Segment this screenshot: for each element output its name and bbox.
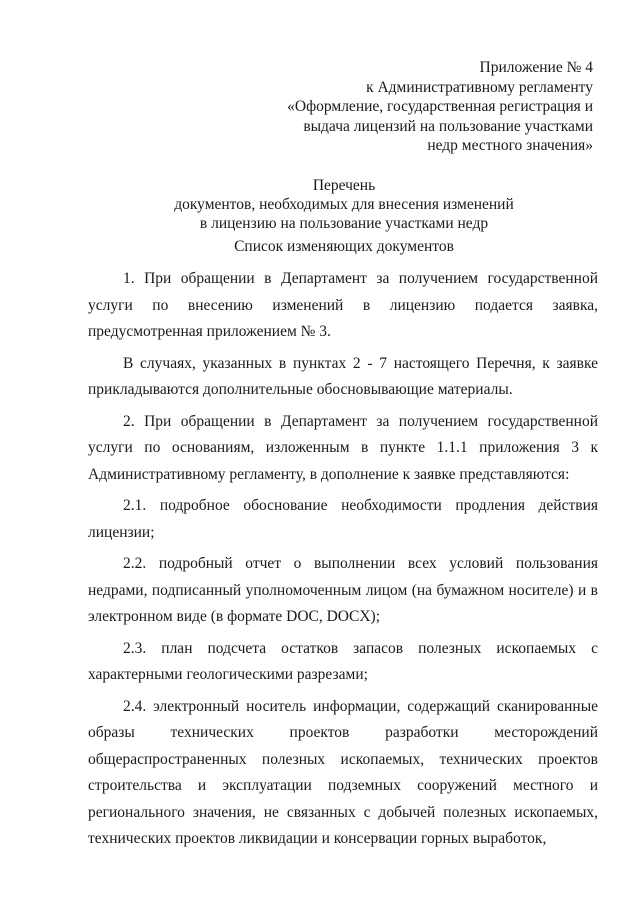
title-line: документов, необходимых для внесения изменений [174,196,514,213]
paragraph-2-2: 2.2. подробный отчет о выполнении всех условий пользования недрами, подписанный уполномоченным лицом (на бумажном носителе) и в электронном виде (в формате DOC, DOCX); [88,555,598,625]
document-title [88,176,600,233]
title-line: в лицензию на пользование участками недр [199,215,489,232]
document-subtitle: Список изменяющих документов [234,238,454,255]
paragraph-2-4: 2.4. электронный носитель информации, содержащий сканированные образы технических проектов разработки месторождений общераспространенных полезных ископаемых, технических проектов строительства и эксплуатации подземных сооружений местного и регионального значения, не связанных с добычей полезных ископаемых, технических проектов ликвидации и консервации горных выработок, [88,697,598,847]
title-line: Перечень [312,177,376,194]
paragraph-2-1: 2.1. подробное обоснование необходимости продления действия лицензии; [88,497,598,541]
paragraph-2-3: 2.3. план подсчета остатков запасов полезных ископаемых с характерными геологическими разрезами; [88,639,598,683]
appendix-line: недр местного значения» [427,137,593,154]
appendix-line: выдача лицензий на пользование участками [303,117,593,135]
paragraph-1-note: В случаях, указанных в пунктах 2 - 7 настоящего Перечня, к заявке прикладываются дополнительные обосновывающие материалы. [88,354,598,398]
document-body [88,266,598,858]
appendix-line: Приложение № 4 [479,59,593,76]
paragraph-2: 2. При обращении в Департамент за получением государственной услуги по основаниям, изложенным в пункте 1.1.1 приложения 3 к Административному регламенту, в дополнение к заявке представляются: [88,412,598,483]
appendix-line: к Административному регламенту [366,78,593,96]
appendix-line: «Оформление, государственная регистрация и [287,98,593,115]
paragraph-1: 1. При обращении в Департамент за получением государственной услуги по внесению изменений в лицензию подается заявка, предусмотренная приложением № 3. [88,270,598,340]
appendix-reference [213,58,593,156]
